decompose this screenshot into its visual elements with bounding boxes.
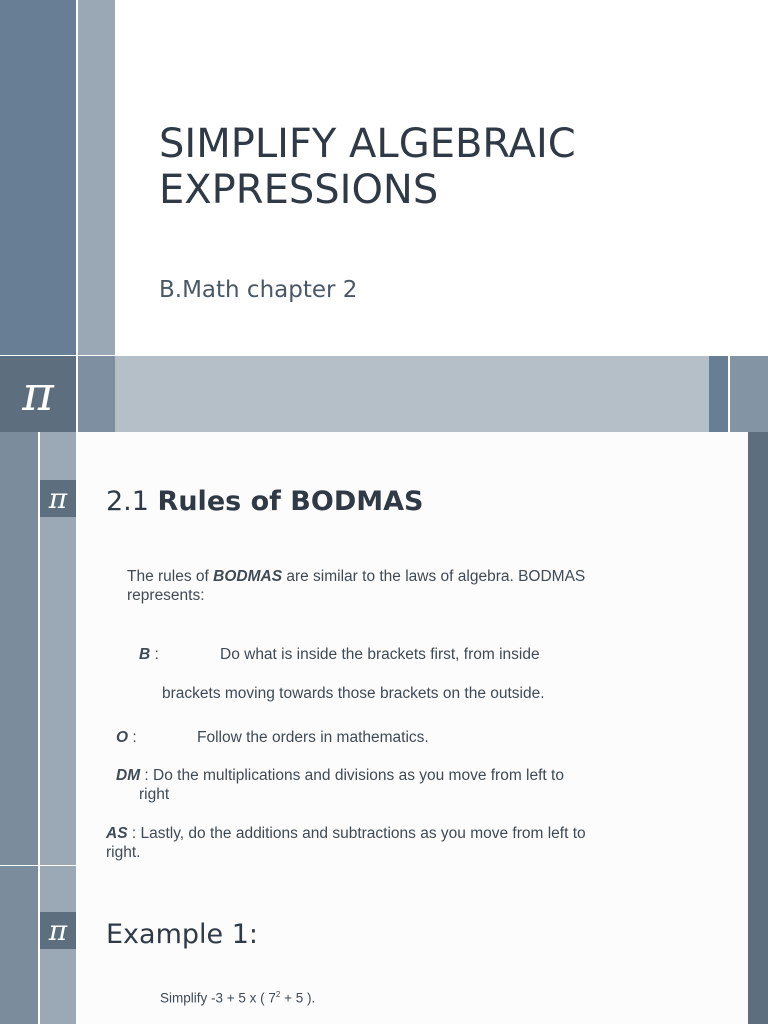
example-heading: Example 1: — [106, 919, 258, 950]
rule-o-text: Follow the orders in mathematics. — [197, 729, 429, 746]
rules-left-band — [0, 432, 38, 865]
title-line-1: SIMPLIFY ALGEBRAIC — [159, 121, 576, 167]
rule-as-letter: AS — [106, 825, 128, 842]
rule-o-letter: O — [116, 729, 129, 746]
separator-mid-block — [78, 356, 115, 432]
rule-as-text: Lastly, do the additions and subtractions as you move from left to — [140, 825, 586, 842]
title-left-dark-band — [0, 0, 76, 355]
pi-icon: π — [40, 912, 76, 949]
rules-heading — [106, 486, 423, 518]
rule-dm-continuation: right — [139, 786, 170, 803]
rule-b: B : Do what is inside the brackets first, from inside — [139, 646, 540, 663]
example-left-band — [0, 866, 38, 1024]
pi-icon: π — [40, 480, 76, 517]
example-simplify-text: Simplify -3 + 5 x ( $7^2 + 5$ ). — [160, 990, 316, 1006]
exponent: 2 — [275, 990, 281, 999]
separator-top-line — [0, 355, 768, 356]
bodmas-term: BODMAS — [213, 568, 283, 585]
rule-b-letter: B — [139, 646, 151, 663]
rules-slide — [0, 432, 768, 865]
separator-right-dark-block — [709, 356, 728, 432]
rules-heading-text: Rules of BODMAS — [157, 486, 424, 517]
title-subtitle: B.Math chapter 2 — [159, 277, 358, 303]
rule-dm: DM : Do the multiplications and divisions as you move from left to — [116, 767, 564, 784]
title-left-light-band — [78, 0, 115, 355]
title-slide — [0, 0, 768, 355]
rule-b-continuation: brackets moving towards those brackets on the outside. — [162, 685, 545, 702]
rule-dm-text: Do the multiplications and divisions as you move from left to — [153, 767, 564, 784]
rule-as-continuation: right. — [106, 844, 141, 861]
rules-heading-number: 2.1 — [106, 486, 149, 517]
rule-b-text: Do what is inside the brackets first, from inside — [220, 646, 540, 663]
pi-icon: π — [0, 356, 76, 432]
title-line-2: EXPRESSIONS — [159, 167, 439, 213]
rules-intro: The rules of BODMAS are similar to the laws of algebra. BODMAS represents: — [127, 568, 586, 604]
example-slide — [0, 865, 768, 1024]
rule-o: O : Follow the orders in mathematics. — [116, 729, 429, 746]
separator-right-light-block — [730, 356, 768, 432]
separator-band — [0, 355, 768, 432]
example-right-band — [748, 865, 768, 1024]
rule-dm-letter: DM — [116, 767, 141, 784]
rules-right-band — [748, 432, 768, 865]
title-heading — [159, 121, 739, 213]
rule-as: AS : Lastly, do the additions and subtractions as you move from left to — [106, 825, 586, 842]
